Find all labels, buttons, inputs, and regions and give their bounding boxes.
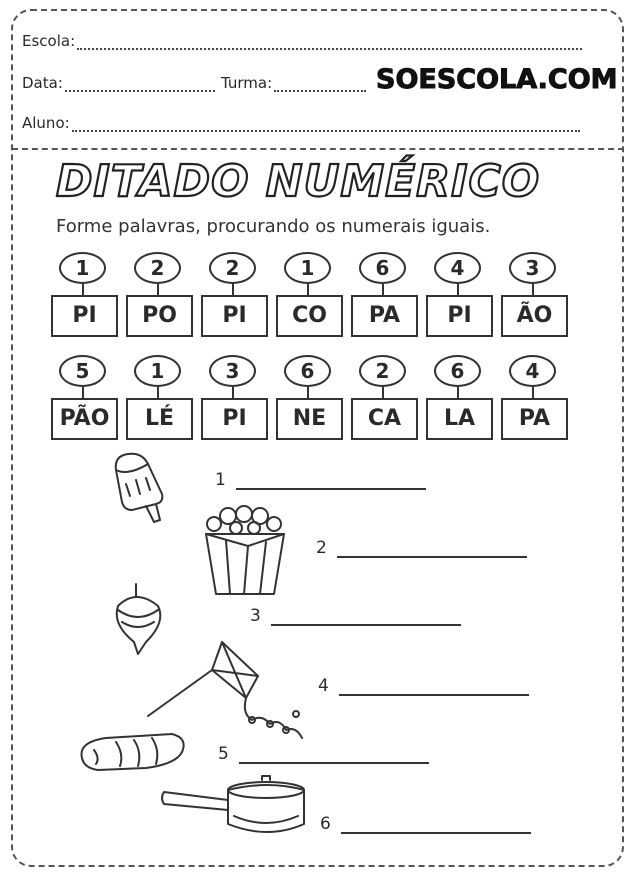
syllable-box: PI [201, 295, 268, 337]
number-circle: 1 [59, 252, 106, 284]
answer-number: 1 [215, 470, 226, 490]
syllable-card [197, 355, 272, 455]
data-label: Data: [22, 74, 63, 92]
header-separator [12, 148, 624, 150]
syllable-box: CA [351, 398, 418, 440]
saucepan-icon [158, 772, 310, 844]
answer-2[interactable] [316, 538, 527, 558]
syllable-box: CO [276, 295, 343, 337]
answer-5[interactable] [218, 744, 429, 764]
number-circle: 3 [209, 355, 256, 387]
number-circle: 6 [284, 355, 331, 387]
syllable-card [47, 355, 122, 455]
number-circle: 6 [434, 355, 481, 387]
turma-field[interactable] [221, 74, 366, 92]
answer-line[interactable] [337, 555, 527, 558]
aluno-line[interactable] [72, 118, 580, 132]
syllable-box: PI [51, 295, 118, 337]
number-circle: 1 [134, 355, 181, 387]
number-circle: 2 [359, 355, 406, 387]
number-circle: 6 [359, 252, 406, 284]
instruction-text: Forme palavras, procurando os numerais iguais. [56, 216, 491, 237]
syllable-card [122, 355, 197, 455]
syllable-box: PI [426, 295, 493, 337]
syllable-box: LA [426, 398, 493, 440]
site-logo: SOESCOLA.COM [376, 64, 618, 95]
turma-label: Turma: [221, 74, 273, 92]
answer-line[interactable] [341, 831, 531, 834]
syllable-box: LÉ [126, 398, 193, 440]
data-field[interactable] [22, 74, 215, 92]
data-line[interactable] [65, 78, 215, 92]
syllable-row-1 [47, 252, 572, 352]
syllable-card [122, 252, 197, 352]
answer-line[interactable] [339, 693, 529, 696]
syllable-card [497, 252, 572, 352]
syllable-card [272, 252, 347, 352]
syllable-box: NE [276, 398, 343, 440]
syllable-box: PI [201, 398, 268, 440]
worksheet-title: DITADO NUMÉRICO [56, 156, 541, 207]
answer-number: 4 [318, 676, 329, 696]
answer-line[interactable] [271, 623, 461, 626]
answer-4[interactable] [318, 676, 529, 696]
bread-icon [76, 728, 191, 776]
answer-number: 3 [250, 606, 261, 626]
syllable-card [347, 252, 422, 352]
number-circle: 4 [434, 252, 481, 284]
aluno-field[interactable] [22, 114, 580, 132]
syllable-box: PA [351, 295, 418, 337]
syllable-card [347, 355, 422, 455]
number-circle: 5 [59, 355, 106, 387]
turma-line[interactable] [274, 78, 366, 92]
answer-number: 2 [316, 538, 327, 558]
answer-line[interactable] [239, 761, 429, 764]
popcorn-icon [198, 500, 288, 600]
answer-6[interactable] [320, 814, 531, 834]
syllable-box: PO [126, 295, 193, 337]
answer-3[interactable] [250, 606, 461, 626]
number-circle: 4 [509, 355, 556, 387]
answer-line[interactable] [236, 487, 426, 490]
number-circle: 1 [284, 252, 331, 284]
syllable-card [497, 355, 572, 455]
syllable-box: PA [501, 398, 568, 440]
escola-line[interactable] [77, 36, 582, 50]
escola-field[interactable] [22, 32, 582, 50]
popsicle-icon [106, 450, 166, 525]
syllable-card [197, 252, 272, 352]
answer-number: 5 [218, 744, 229, 764]
syllable-card [422, 252, 497, 352]
syllable-card [272, 355, 347, 455]
escola-label: Escola: [22, 32, 76, 50]
syllable-card [422, 355, 497, 455]
syllable-card [47, 252, 122, 352]
number-circle: 3 [509, 252, 556, 284]
syllable-box: ÃO [501, 295, 568, 337]
number-circle: 2 [209, 252, 256, 284]
answer-number: 6 [320, 814, 331, 834]
syllable-row-2 [47, 355, 572, 455]
aluno-label: Aluno: [22, 114, 70, 132]
syllable-box: PÃO [51, 398, 118, 440]
number-circle: 2 [134, 252, 181, 284]
answer-1[interactable] [215, 470, 426, 490]
